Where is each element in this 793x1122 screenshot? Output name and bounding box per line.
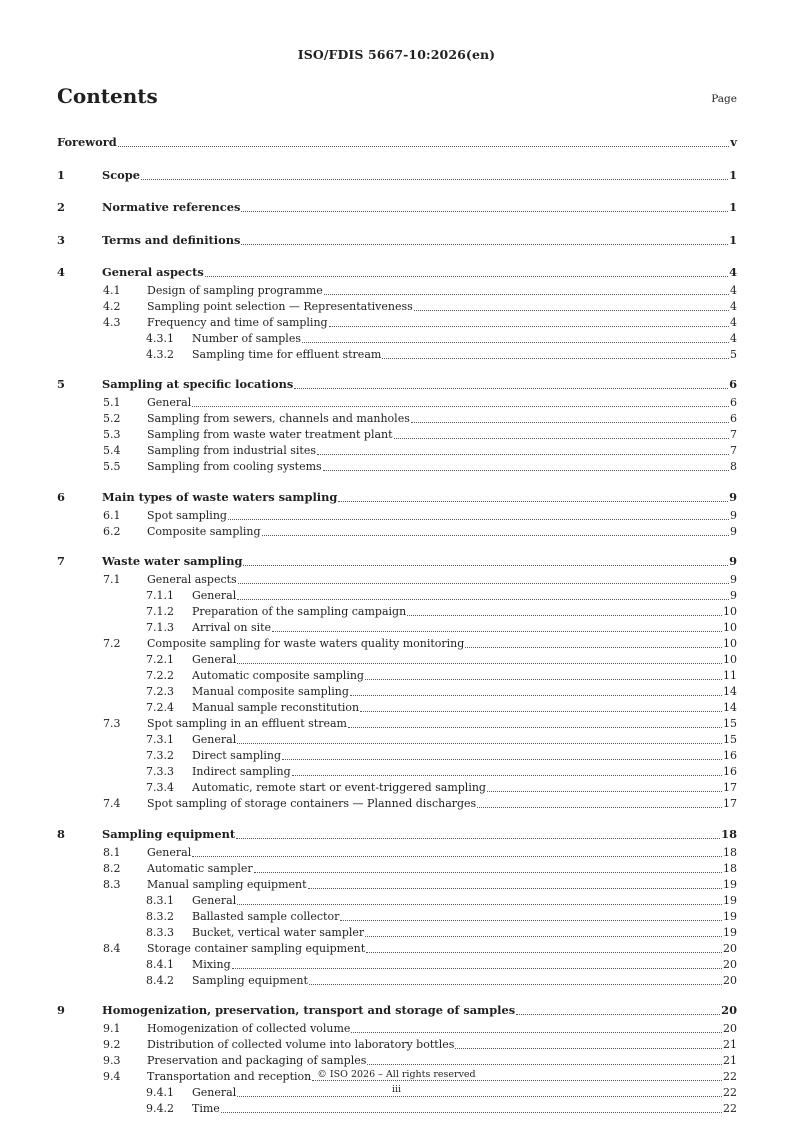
toc-entry-title[interactable]: Homogenization, preservation, transport and storage of samples [102, 1002, 516, 1017]
toc-entry-page[interactable]: 4 [730, 299, 737, 313]
toc-entry-title[interactable]: Composite sampling for waste waters quality monitoring [147, 637, 465, 651]
toc-entry-number: 5.2 [103, 412, 121, 426]
toc-section-gap [57, 363, 737, 372]
toc-entry-number: 9 [57, 1002, 65, 1017]
toc-entry-number: 5.3 [103, 428, 121, 442]
toc-entry-page[interactable]: 6 [729, 377, 737, 392]
toc-entry-page[interactable]: 4 [730, 283, 737, 297]
toc-entry-title[interactable]: Sampling at specific locations [102, 377, 294, 392]
dot-leader [455, 1047, 722, 1049]
toc-entry-title[interactable]: Waste water sampling [102, 554, 243, 569]
toc-entry[interactable] [57, 893, 737, 909]
toc-entry-title[interactable]: Manual sampling equipment [147, 877, 307, 891]
toc-entry-title[interactable]: General [192, 589, 237, 603]
dot-leader [192, 855, 722, 857]
toc-entry[interactable] [57, 486, 737, 508]
toc-entry-title[interactable]: Spot sampling [147, 508, 227, 522]
dot-leader [382, 357, 729, 359]
toc-entry-number: 8.1 [103, 845, 121, 859]
toc-entry[interactable] [57, 636, 737, 652]
toc-entry-page[interactable]: 16 [723, 765, 737, 779]
toc-entry-number: 4.1 [103, 283, 121, 297]
toc-entry-page[interactable]: 10 [723, 637, 737, 651]
toc-entry[interactable] [57, 459, 737, 475]
dot-leader [141, 178, 728, 180]
toc-entry-number: 5.4 [103, 444, 121, 458]
toc-entry-number: 7.1.1 [146, 589, 174, 603]
dot-leader [254, 871, 722, 873]
toc-entry-number: 9.2 [103, 1037, 121, 1051]
toc-entry-number: 7.3.2 [146, 749, 174, 763]
toc-entry[interactable] [57, 999, 737, 1021]
toc-section-gap [57, 540, 737, 549]
toc-entry-number: 5.5 [103, 460, 121, 474]
toc-entry-title[interactable]: Spot sampling in an effluent stream [147, 717, 347, 731]
toc-entry-number: 5.1 [103, 396, 121, 410]
toc-section-gap [57, 218, 737, 227]
toc-entry-number: 8.3.1 [146, 893, 174, 907]
dot-leader [282, 758, 722, 760]
toc-entry-page[interactable]: 1 [729, 167, 737, 182]
dot-leader [340, 919, 722, 921]
toc-entry-title[interactable]: Frequency and time of sampling [147, 315, 328, 329]
toc-entry-page[interactable]: 7 [730, 444, 737, 458]
dot-leader [317, 453, 729, 455]
toc-entry-number: 8 [57, 826, 65, 841]
toc-section-gap [57, 475, 737, 484]
toc-entry-number: 8.2 [103, 861, 121, 875]
toc-entry-page[interactable]: 19 [723, 877, 737, 891]
toc-entry-page[interactable]: 1 [729, 232, 737, 247]
toc-entry-title[interactable]: Indirect sampling [192, 765, 291, 779]
toc-entry-page[interactable]: 18 [721, 826, 737, 841]
toc-entry[interactable] [57, 131, 737, 153]
toc-entry[interactable] [57, 196, 737, 218]
toc-entry-title[interactable]: Main types of waste waters sampling [102, 489, 338, 504]
toc-entry[interactable] [57, 395, 737, 411]
toc-entry[interactable] [57, 684, 737, 700]
toc-section-gap [57, 812, 737, 821]
dot-leader [351, 1031, 722, 1033]
toc-entry-page[interactable]: 9 [730, 589, 737, 603]
dot-leader [192, 405, 729, 407]
dot-leader [394, 437, 729, 439]
toc-entry-number: 8.3.2 [146, 909, 174, 923]
toc-entry-number: 7.1.3 [146, 621, 174, 635]
toc-entry[interactable] [57, 845, 737, 861]
toc-entry-number: 4.2 [103, 299, 121, 313]
toc-entry[interactable] [57, 941, 737, 957]
toc-entry-page[interactable]: 8 [730, 460, 737, 474]
toc-entry[interactable] [57, 732, 737, 748]
toc-entry-title[interactable]: Homogenization of collected volume [147, 1021, 351, 1035]
dot-leader [309, 983, 722, 985]
toc-entry[interactable] [57, 1101, 737, 1117]
dot-leader [477, 806, 722, 808]
toc-entry[interactable] [57, 315, 737, 331]
toc-entry-page[interactable]: 4 [729, 264, 737, 279]
toc-entry[interactable] [57, 347, 737, 363]
toc-entry[interactable] [57, 283, 737, 299]
toc-entry[interactable] [57, 909, 737, 925]
toc-entry-number: 4.3.1 [146, 331, 174, 345]
toc-entry-title[interactable]: Spot sampling of storage containers — Planned discharges [147, 797, 477, 811]
toc-entry[interactable] [57, 973, 737, 989]
dot-leader [350, 694, 722, 696]
toc-entry-title[interactable]: Terms and definitions [102, 232, 241, 247]
toc-entry-number: 8.4.2 [146, 973, 174, 987]
toc-entry[interactable] [57, 780, 737, 796]
toc-entry-page[interactable]: 20 [723, 941, 737, 955]
dot-leader [292, 774, 722, 776]
toc-entry-page[interactable]: 9 [729, 489, 737, 504]
dot-leader [487, 790, 722, 792]
toc-entry[interactable] [57, 164, 737, 186]
dot-leader [232, 967, 722, 969]
toc-entry[interactable] [57, 652, 737, 668]
toc-entry-title[interactable]: Bucket, vertical water sampler [192, 925, 365, 939]
toc-entry-page[interactable]: 22 [723, 1101, 737, 1115]
toc-entry-page[interactable]: 17 [723, 797, 737, 811]
dot-leader [329, 325, 729, 327]
toc-entry-number: 7.2.3 [146, 685, 174, 699]
dot-leader [411, 421, 729, 423]
toc-entry[interactable] [57, 299, 737, 315]
toc-entry-number: 7.2.1 [146, 653, 174, 667]
page-number: iii [391, 1084, 402, 1095]
dot-leader [516, 1013, 720, 1015]
toc-entry-number: 6.2 [103, 524, 121, 538]
toc-entry[interactable] [57, 877, 737, 893]
dot-leader [308, 887, 722, 889]
toc-entry-number: 7.3.4 [146, 781, 174, 795]
dot-leader [243, 564, 728, 566]
toc-entry-title[interactable]: Transportation and reception [147, 1069, 312, 1083]
toc-entry-page[interactable]: 4 [730, 331, 737, 345]
toc-entry[interactable] [57, 620, 737, 636]
toc-entry[interactable] [57, 524, 737, 540]
toc-entry-page[interactable]: 9 [730, 573, 737, 587]
toc-entry-page[interactable]: 10 [723, 653, 737, 667]
toc-entry-page[interactable]: 14 [723, 685, 737, 699]
toc-entry-title[interactable]: General [147, 845, 192, 859]
toc-entry-page[interactable]: 5 [730, 347, 737, 361]
toc-entry[interactable] [57, 229, 737, 251]
copyright-notice: © ISO 2026 – All rights reserved [317, 1069, 476, 1080]
toc-entry-title[interactable]: Manual composite sampling [192, 685, 349, 699]
toc-entry-number: 7.1.2 [146, 605, 174, 619]
toc-entry-page[interactable]: 16 [723, 749, 737, 763]
dot-leader [241, 210, 728, 212]
dot-leader [365, 935, 722, 937]
toc-entry-page[interactable]: 10 [723, 621, 737, 635]
toc-entry[interactable] [57, 588, 737, 604]
toc-entry-title[interactable]: Sampling from cooling systems [147, 460, 322, 474]
toc-entry-page[interactable]: 11 [723, 669, 737, 683]
table-of-contents [57, 130, 737, 1117]
toc-entry-page[interactable]: 14 [723, 701, 737, 715]
toc-entry-title[interactable]: Manual sample reconstitution [192, 701, 360, 715]
toc-entry[interactable] [57, 550, 737, 572]
toc-entry-title[interactable]: Sampling from sewers, channels and manholes [147, 412, 410, 426]
toc-entry-number: 7.1 [103, 573, 121, 587]
dot-leader [237, 598, 729, 600]
toc-entry-page[interactable]: 22 [723, 1085, 737, 1099]
dot-leader [367, 1063, 722, 1065]
toc-entry-page[interactable]: 18 [723, 861, 737, 875]
toc-entry-title[interactable]: Distribution of collected volume into laboratory bottles [147, 1037, 455, 1051]
toc-entry-page[interactable]: 17 [723, 781, 737, 795]
toc-entry-number: 8.4.1 [146, 957, 174, 971]
toc-entry[interactable] [57, 957, 737, 973]
toc-entry-number: 7 [57, 554, 65, 569]
toc-entry[interactable] [57, 1021, 737, 1037]
toc-entry-number: 8.3 [103, 877, 121, 891]
toc-entry-page[interactable]: 20 [723, 973, 737, 987]
toc-entry-number: 4.3.2 [146, 347, 174, 361]
toc-entry[interactable] [57, 443, 737, 459]
toc-entry-page[interactable]: v [730, 135, 737, 150]
toc-entry-number: 9.1 [103, 1021, 121, 1035]
toc-entry-number: 7.3.3 [146, 765, 174, 779]
toc-entry[interactable] [57, 508, 737, 524]
toc-entry-title[interactable]: Sampling from industrial sites [147, 444, 316, 458]
toc-entry[interactable] [57, 796, 737, 812]
toc-entry[interactable] [57, 925, 737, 941]
toc-entry[interactable] [57, 668, 737, 684]
document-header: ISO/FDIS 5667-10:2026(en) [297, 47, 496, 62]
toc-entry-number: 6.1 [103, 508, 121, 522]
toc-entry-page[interactable]: 21 [723, 1037, 737, 1051]
toc-entry-title[interactable]: Direct sampling [192, 749, 282, 763]
toc-entry-number: 5 [57, 377, 65, 392]
toc-entry-page[interactable]: 20 [723, 957, 737, 971]
toc-entry-title[interactable]: Automatic composite sampling [192, 669, 364, 683]
toc-entry[interactable] [57, 331, 737, 347]
toc-entry-title[interactable]: Automatic, remote start or event-triggered sampling [192, 781, 486, 795]
toc-entry-title[interactable]: Preservation and packaging of samples [147, 1053, 367, 1067]
toc-entry-title[interactable]: General aspects [147, 573, 237, 587]
toc-entry-page[interactable]: 6 [730, 396, 737, 410]
toc-entry-number: 6 [57, 489, 65, 504]
toc-entry-number: 7.2.4 [146, 701, 174, 715]
toc-entry[interactable] [57, 427, 737, 443]
toc-entry-page[interactable]: 15 [723, 733, 737, 747]
dot-leader [366, 951, 722, 953]
toc-entry-page[interactable]: 9 [730, 524, 737, 538]
toc-entry-title[interactable]: Foreword [57, 135, 117, 150]
toc-entry-title[interactable]: Sampling equipment [192, 973, 308, 987]
toc-entry[interactable] [57, 823, 737, 845]
toc-entry-title[interactable]: Storage container sampling equipment [147, 941, 366, 955]
dot-leader [237, 662, 722, 664]
toc-entry-page[interactable]: 18 [723, 845, 737, 859]
toc-section-gap [57, 186, 737, 195]
toc-entry-page[interactable]: 19 [723, 909, 737, 923]
toc-entry-number: 4.3 [103, 315, 121, 329]
toc-entry-number: 9.4 [103, 1069, 121, 1083]
toc-entry-page[interactable]: 20 [721, 1002, 737, 1017]
dot-leader [360, 710, 722, 712]
toc-entry-title[interactable]: Mixing [192, 957, 231, 971]
toc-entry[interactable] [57, 604, 737, 620]
toc-entry-title[interactable]: Composite sampling [147, 524, 261, 538]
toc-entry[interactable] [57, 861, 737, 877]
toc-entry-title[interactable]: Ballasted sample collector [192, 909, 340, 923]
toc-entry-number: 7.4 [103, 797, 121, 811]
toc-entry[interactable] [57, 261, 737, 283]
dot-leader [302, 341, 729, 343]
dot-leader [338, 500, 728, 502]
toc-entry-page[interactable]: 15 [723, 717, 737, 731]
toc-entry-page[interactable]: 21 [723, 1053, 737, 1067]
dot-leader [237, 742, 722, 744]
toc-entry-number: 3 [57, 232, 65, 247]
toc-entry-title[interactable]: Design of sampling programme [147, 283, 323, 297]
toc-entry-number: 7.3.1 [146, 733, 174, 747]
toc-entry-page[interactable]: 6 [730, 412, 737, 426]
toc-entry-page[interactable]: 22 [723, 1069, 737, 1083]
toc-entry-number: 8.3.3 [146, 925, 174, 939]
dot-leader [228, 518, 729, 520]
toc-entry-title[interactable]: Normative references [102, 200, 241, 215]
toc-entry-page[interactable]: 4 [730, 315, 737, 329]
dot-leader [241, 243, 728, 245]
toc-entry-title[interactable]: General [192, 1085, 237, 1099]
dot-leader [205, 275, 728, 277]
toc-entry[interactable] [57, 1037, 737, 1053]
dot-leader [237, 903, 722, 905]
toc-entry[interactable] [57, 411, 737, 427]
dot-leader [294, 387, 728, 389]
toc-entry-number: 8.4 [103, 941, 121, 955]
dot-leader [414, 309, 729, 311]
toc-entry-title[interactable]: Time [192, 1101, 220, 1115]
contents-title-row [57, 84, 737, 114]
toc-entry-title[interactable]: Sampling time for effluent stream [192, 347, 382, 361]
toc-entry[interactable] [57, 373, 737, 395]
toc-entry[interactable] [57, 572, 737, 588]
dot-leader [236, 837, 720, 839]
toc-entry-title[interactable]: General [192, 893, 237, 907]
toc-entry-page[interactable]: 1 [729, 200, 737, 215]
dot-leader [221, 1111, 722, 1113]
dot-leader [118, 145, 730, 147]
toc-entry-title[interactable]: Sampling point selection — Representativeness [147, 299, 413, 313]
dot-leader [407, 614, 722, 616]
dot-leader [465, 646, 722, 648]
toc-entry-title[interactable]: Automatic sampler [147, 861, 253, 875]
contents-title: Contents [57, 84, 158, 108]
toc-entry-title[interactable]: General [192, 733, 237, 747]
toc-section-gap [57, 153, 737, 162]
toc-entry-page[interactable]: 10 [723, 605, 737, 619]
toc-entry-title[interactable]: Preparation of the sampling campaign [192, 605, 407, 619]
toc-entry-title[interactable]: Scope [102, 167, 140, 182]
toc-entry-page[interactable]: 9 [729, 554, 737, 569]
toc-entry-number: 1 [57, 167, 65, 182]
page-footer [0, 1067, 793, 1097]
toc-entry-title[interactable]: Number of samples [192, 331, 301, 345]
dot-leader [238, 582, 729, 584]
toc-entry-title[interactable]: Arrival on site [192, 621, 272, 635]
toc-entry[interactable] [57, 700, 737, 716]
toc-entry-number: 7.2.2 [146, 669, 174, 683]
toc-entry-number: 2 [57, 200, 65, 215]
toc-section-gap [57, 989, 737, 998]
toc-entry-number: 7.3 [103, 717, 121, 731]
toc-entry-page[interactable]: 19 [723, 925, 737, 939]
dot-leader [348, 726, 722, 728]
toc-entry-page[interactable]: 19 [723, 893, 737, 907]
toc-entry-page[interactable]: 7 [730, 428, 737, 442]
toc-entry-title[interactable]: Sampling equipment [102, 826, 236, 841]
toc-entry-page[interactable]: 9 [730, 508, 737, 522]
dot-leader [323, 469, 729, 471]
toc-entry[interactable] [57, 716, 737, 732]
toc-entry-page[interactable]: 20 [723, 1021, 737, 1035]
toc-entry-number: 4 [57, 264, 65, 279]
toc-entry-number: 7.2 [103, 637, 121, 651]
toc-entry-number: 9.3 [103, 1053, 121, 1067]
dot-leader [272, 630, 722, 632]
dot-leader [324, 293, 729, 295]
toc-entry-number: 9.4.2 [146, 1101, 174, 1115]
toc-section-gap [57, 251, 737, 260]
toc-entry-title[interactable]: General [147, 396, 192, 410]
page-column-label: Page [711, 93, 737, 105]
dot-leader [365, 678, 722, 680]
toc-entry-title[interactable]: General aspects [102, 264, 204, 279]
toc-entry-number: 9.4.1 [146, 1085, 174, 1099]
toc-entry-title[interactable]: General [192, 653, 237, 667]
dot-leader [262, 534, 729, 536]
toc-entry[interactable] [57, 764, 737, 780]
toc-entry-title[interactable]: Sampling from waste water treatment plant [147, 428, 393, 442]
toc-entry[interactable] [57, 748, 737, 764]
